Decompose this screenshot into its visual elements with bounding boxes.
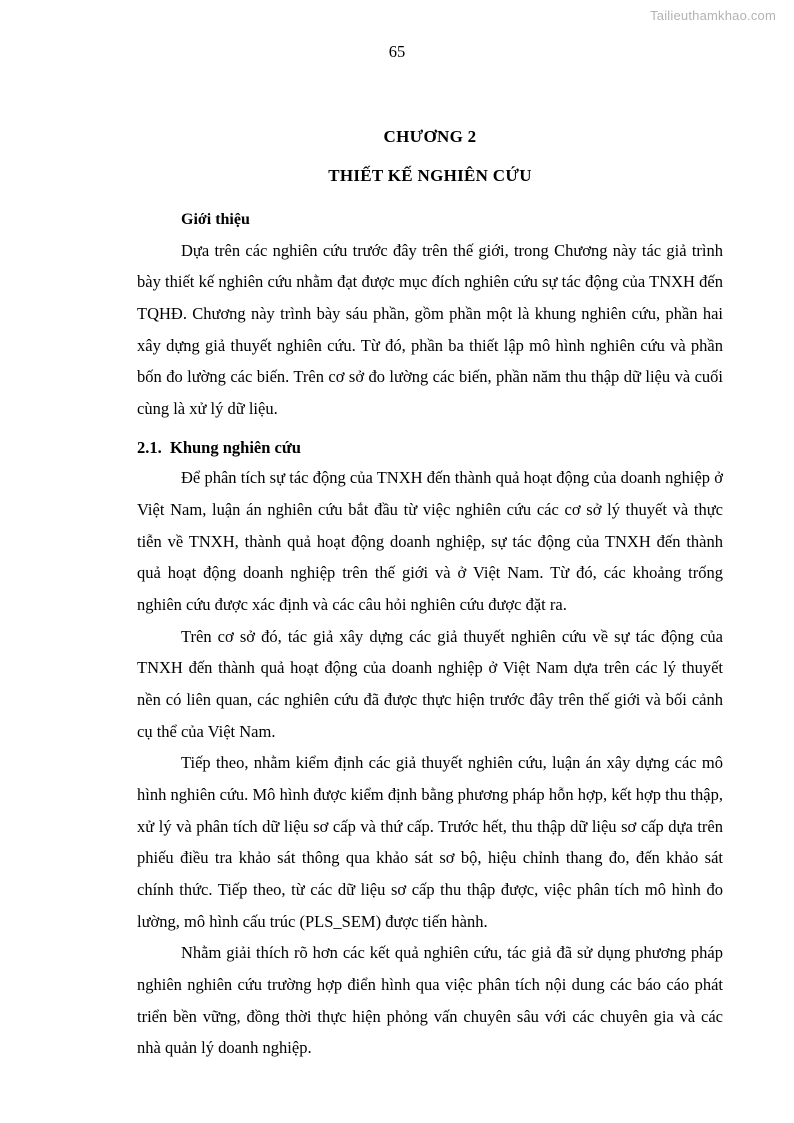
chapter-title: THIẾT KẾ NGHIÊN CỨU <box>328 166 532 185</box>
section-2-1-paragraph-4: Nhằm giải thích rõ hơn các kết quả nghiên cứu, tác giả đã sử dụng phương pháp nghiên nghiên cứu trường hợp điển hình qua việc phân tích nội dung các báo cáo phát triển bền vững, đồng thời thực hiện phỏng vấn chuyên sâu với các chuyên gia và các nhà quản lý doanh nghiệp. <box>137 943 723 1058</box>
page-content <box>137 128 723 1064</box>
intro-heading: Giới thiệu <box>181 211 250 228</box>
page-number: 65 <box>388 42 406 61</box>
watermark-text: Tailieuthamkhao.com <box>650 8 776 23</box>
section-2-1-paragraph-3: Tiếp theo, nhằm kiểm định các giả thuyết nghiên cứu, luận án xây dựng các mô hình nghiên cứu. Mô hình được kiểm định bằng phương pháp hỗn hợp, kết hợp thu thập, xử lý và phân tích dữ liệu sơ cấp và thứ cấp. Trước hết, thu thập dữ liệu sơ cấp dựa trên phiếu điều tra khảo sát thông qua khảo sát sơ bộ, hiệu chỉnh thang đo, đến khảo sát chính thức. Tiếp theo, từ các dữ liệu sơ cấp thu thập được, việc phân tích mô hình đo lường, mô hình cấu trúc (PLS_SEM) được tiến hành. <box>137 753 723 931</box>
intro-paragraph: Dựa trên các nghiên cứu trước đây trên thế giới, trong Chương này tác giả trình bày thiết kế nghiên cứu nhằm đạt được mục đích nghiên cứu sự tác động của TNXH đến TQHĐ. Chương này trình bày sáu phần, gồm phần một là khung nghiên cứu, phần hai xây dựng giả thuyết nghiên cứu. Từ đó, phần ba thiết lập mô hình nghiên cứu và phần bốn đo lường các biến. Trên cơ sở đo lường các biến, phần năm thu thập dữ liệu và cuối cùng là xử lý dữ liệu. <box>137 240 723 419</box>
section-2-1-paragraph-2: Trên cơ sở đó, tác giả xây dựng các giả thuyết nghiên cứu về sự tác động của TNXH đến thành quả hoạt động của doanh nghiệp ở Việt Nam dựa trên các lý thuyết nền có liên quan, các nghiên cứu đã được thực hiện trước đây trên thế giới và bối cảnh cụ thể của Việt Nam. <box>137 626 723 741</box>
chapter-label: CHƯƠNG 2 <box>383 127 477 146</box>
section-2-1-paragraph-1: Để phân tích sự tác động của TNXH đến thành quả hoạt động của doanh nghiệp ở Việt Nam, luận án nghiên cứu bắt đầu từ việc nghiên cứu các cơ sở lý thuyết và thực tiễn về TNXH, thành quả hoạt động doanh nghiệp, sự tác động của TNXH đến thành quả hoạt động doanh nghiệp trên thế giới và ở Việt Nam. Từ đó, các khoảng trống nghiên cứu được xác định và các câu hỏi nghiên cứu được đặt ra. <box>137 468 723 615</box>
section-heading-2-1: 2.1. Khung nghiên cứu <box>137 437 301 457</box>
